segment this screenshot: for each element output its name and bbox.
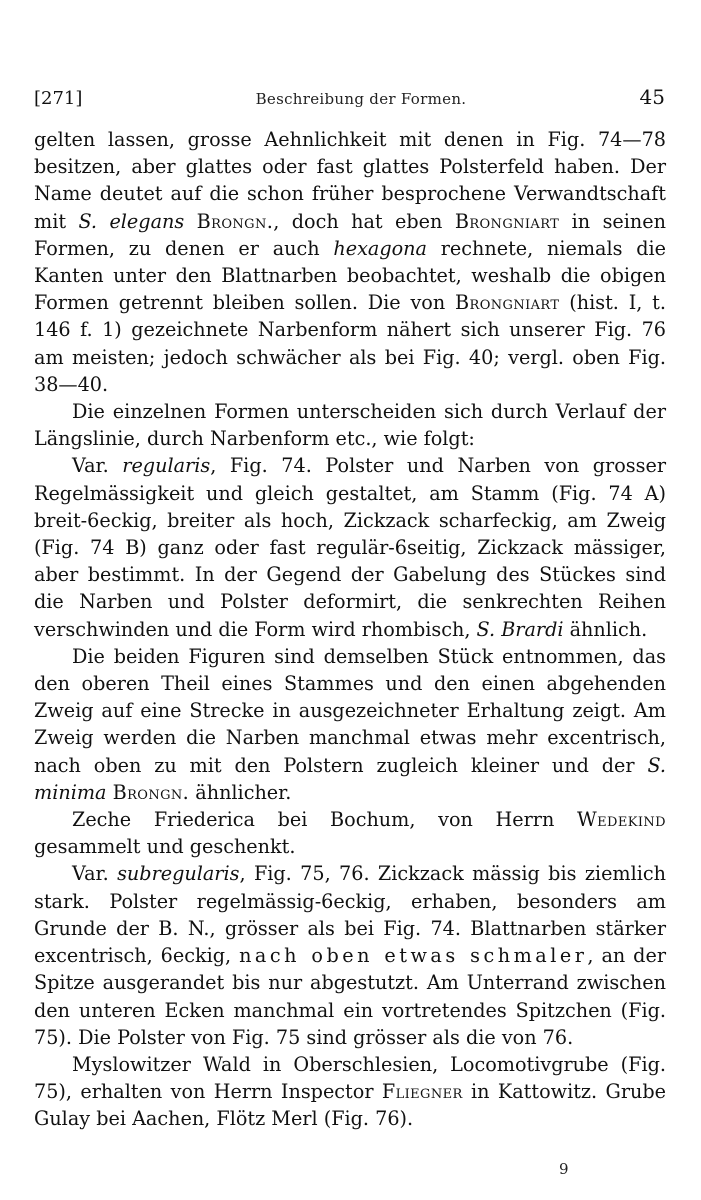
author-name: Brongn. xyxy=(112,780,190,804)
text-run: Var. xyxy=(72,862,118,886)
text-run: in Kattowitz. Grube Gulay bei Aachen, Flötz Merl (Fig. 76). xyxy=(34,1080,666,1131)
text-run: ähnlich. xyxy=(563,617,648,641)
italic-text: S. Brardi xyxy=(476,617,564,641)
running-title: Beschreibung der Formen. xyxy=(255,90,467,108)
text-run: ähnlicher. xyxy=(189,780,292,804)
text-run: , Fig. 74. Polster und Narben von grosser Regelmässigkeit und gleich gestaltet, am Stamm (Fig. 74 A) breit-6eckig, breiter als hoch, Zickzack scharfeckig, am Zweig (Fig. 74 B) ganz oder fast regulär-6seitig, Zickzack mässiger, aber bestimmt. In der Gegend der Gabelung des Stückes sind die Narben und Polster deformirt, die senkrechten Reihen verschwinden und die Form wird rhombisch, xyxy=(34,454,666,641)
paragraph xyxy=(34,806,666,860)
italic-text: S. minima xyxy=(34,753,666,804)
paragraph xyxy=(34,452,666,642)
author-name: Brongniart xyxy=(455,291,560,315)
spaced-text: nach oben etwas schmaler xyxy=(239,944,588,968)
text-run: (hist. I, t. 146 f. 1) gezeichnete Narbenform nähert sich unserer Fig. 76 am meisten; jedoch schwächer als bei Fig. 40; vergl. oben Fig. 38—40. xyxy=(34,291,666,396)
text-run xyxy=(184,210,196,233)
italic-text: S. elegans xyxy=(78,209,185,233)
text-run: Die beiden Figuren sind demselben Stück entnommen, das den oberen Theil eines Stammes und den einen abgehenden Zweig auf eine Strecke in ausgezeichneter Erhaltung zeigt. Am Zweig werden die Narben manchmal etwas mehr excentrisch, nach oben zu mit den Polstern zugleich kleiner und der xyxy=(34,644,666,777)
signature-mark: 9 xyxy=(559,1160,569,1178)
text-run: Myslowitzer Wald in Oberschlesien, Locomotivgrube (Fig. 75), erhalten von Herrn Inspector xyxy=(34,1052,666,1104)
text-run: Var. xyxy=(72,454,123,478)
italic-text: regularis xyxy=(122,454,211,478)
paragraph xyxy=(34,1051,666,1133)
text-run: , doch hat eben xyxy=(273,209,455,233)
text-run: , an der Spitze ausgerandet bis nur abgestutzt. Am Unterrand zwischen den unteren Ecken manchmal ein vortretendes Spitzchen (Fig. 75). Die Polster von Fig. 75 sind grösser als die von 76. xyxy=(34,944,666,1049)
author-name: Brongniart xyxy=(454,209,560,233)
text-run: in seinen Formen, zu denen er auch xyxy=(34,209,666,260)
paragraph xyxy=(34,643,666,806)
author-name: Fliegner xyxy=(381,1080,463,1104)
italic-text: hexagona xyxy=(333,236,427,260)
body-text xyxy=(34,126,666,1133)
italic-text: subregularis xyxy=(117,862,240,886)
text-run: , Fig. 75, 76. Zickzack mässig bis ziemlich stark. Polster regelmässig-6eckig, erhaben, besonders am Grunde der B. N., grösser als bei Fig. 74. Blattnarben stärker excentrisch, 6eckig, xyxy=(34,862,666,968)
text-run: gesammelt und geschenkt. xyxy=(34,835,296,859)
paragraph xyxy=(34,398,666,452)
page-number: 45 xyxy=(639,85,665,109)
text-run: Die einzelnen Formen unterscheiden sich durch Verlauf der Längslinie, durch Narbenform etc., wie folgt: xyxy=(34,400,666,451)
paragraph xyxy=(34,860,666,1050)
author-name: Wedekind xyxy=(577,808,666,832)
text-run: rechnete, niemals die Kanten unter den Blattnarben beobachtet, weshalb die obigen Formen getrennt bleiben sollen. Die von xyxy=(34,236,666,315)
page-reference: [271] xyxy=(34,88,83,109)
text-run: gelten lassen, grosse Aehnlichkeit mit denen in Fig. 74—78 besitzen, aber glattes oder fast glattes Polsterfeld haben. Der Name deutet auf die schon früher besprochene Verwandtschaft mit xyxy=(34,128,666,233)
text-run: Zeche Friederica bei Bochum, von Herrn xyxy=(72,808,578,832)
page-header xyxy=(34,85,665,113)
author-name: Brongn. xyxy=(196,209,274,233)
paragraph xyxy=(34,126,666,398)
